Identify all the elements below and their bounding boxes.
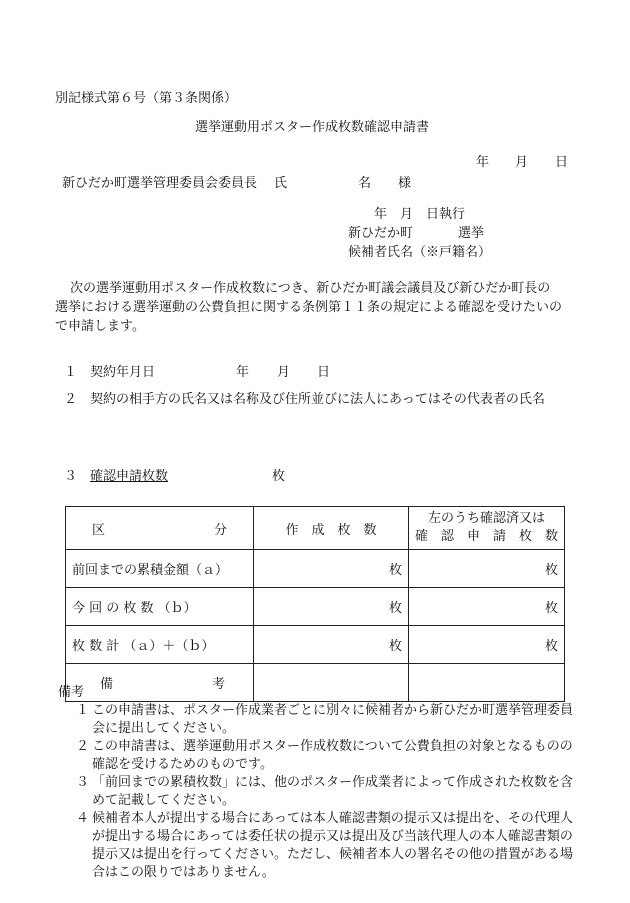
election-senkyo: 選挙 (458, 226, 485, 241)
body-line: 選挙における選挙運動の公費負担に関する条例第１１条の規定による確認を受けたいの (55, 300, 563, 315)
note-text: 候補者本人が提出する場合にあっては本人確認書類の提示又は提出を、その代理人が提出する場合にあっては委任状の提示又は提出及び当該代理人の本人確認書類の提示又は提出を行ってください。ただし、候補者本人の署名その他の措置がある場合はこの限りではありません。 (92, 811, 574, 880)
count-table (65, 506, 565, 702)
item-1-month: 月 (277, 365, 291, 380)
confirmed-count-cell[interactable]: 枚 (409, 550, 565, 588)
table-header-row (66, 507, 565, 550)
addressee-org: 新ひだか町選挙管理委員会委員長 (62, 176, 258, 191)
item-1-year: 年 (236, 365, 250, 380)
confirmed-count-cell[interactable]: 枚 (409, 588, 565, 626)
body-line: で申請します。 (55, 319, 145, 334)
item-2-label: 契約の相手方の氏名又は名称及び住所並びに法人にあってはその代表者の氏名 (90, 392, 545, 407)
item-1-day: 日 (317, 365, 331, 380)
remarks-label-a: 備 (100, 677, 114, 692)
row-label: 前回までの累積金額（ａ） (66, 550, 254, 588)
item-3-number: ３ (64, 469, 78, 484)
item-3-label: 確認申請枚数 (90, 469, 169, 484)
note-item (60, 738, 580, 774)
addressee-shi: 氏 (274, 176, 288, 191)
notes-heading: 備考 (58, 685, 85, 700)
header-created-count: 作 成 枚 数 (254, 507, 409, 550)
date-month: 月 (515, 155, 529, 170)
candidate-name-label: 候補者氏名（※戸籍名） (348, 245, 492, 260)
election-town: 新ひだか町 (348, 226, 414, 241)
table-row (66, 550, 565, 588)
item-2-number: ２ (64, 392, 78, 407)
note-number: ２ (76, 739, 90, 754)
note-number: ３ (76, 775, 90, 790)
header-kubun-b: 分 (213, 522, 227, 538)
created-count-cell[interactable]: 枚 (254, 550, 409, 588)
form-label: 別記様式第６号（第３条関係） (55, 91, 238, 106)
note-text: この申請書は、ポスター作成業者ごとに別々に候補者から新ひだか町選挙管理委員会に提出してください。 (92, 703, 574, 736)
remarks-label-b: 考 (211, 677, 225, 692)
confirmed-count-cell[interactable]: 枚 (409, 626, 565, 664)
note-number: １ (76, 703, 90, 718)
note-item (60, 774, 580, 810)
document-title: 選挙運動用ポスター作成枚数確認申請書 (195, 120, 430, 135)
date-year: 年 (476, 155, 490, 170)
notes-section (60, 684, 580, 882)
note-number: ４ (76, 811, 90, 826)
note-item (60, 810, 580, 882)
note-text: 「前回までの累積枚数」には、他のポスター作成業者によって作成された枚数を含めて記載してください。 (92, 775, 574, 808)
addressee-sama: 様 (398, 176, 412, 191)
row-label: 枚 数 計 （ａ）＋（ｂ） (66, 626, 254, 664)
item-1-number: １ (64, 365, 78, 380)
table-row (66, 626, 565, 664)
row-label: 今 回 の 枚 数 （ｂ） (66, 588, 254, 626)
note-item (60, 702, 580, 738)
item-1-label: 契約年月日 (90, 365, 156, 380)
created-count-cell[interactable]: 枚 (254, 588, 409, 626)
table-row (66, 588, 565, 626)
header-confirmed-line2: 確 認 申 請 枚 数 (415, 529, 559, 544)
header-confirmed-count (409, 507, 565, 550)
header-kubun-a: 区 (92, 522, 106, 538)
header-kubun (66, 507, 254, 550)
created-count-cell[interactable]: 枚 (254, 626, 409, 664)
item-3-unit: 枚 (272, 469, 286, 484)
note-text: この申請書は、選挙運動用ポスター作成枚数について公費負担の対象となるものの確認を受けるためのものです。 (92, 739, 573, 772)
body-line: 次の選挙運動用ポスター作成枚数につき、新ひだか町議会議員及び新ひだか町長の (70, 281, 551, 296)
election-date: 年 月 日執行 (374, 207, 466, 222)
addressee-mei: 名 (358, 176, 372, 191)
date-day: 日 (555, 155, 569, 170)
item-3-field[interactable] (90, 469, 286, 485)
header-confirmed-line1: 左のうち確認済又は (427, 511, 545, 526)
